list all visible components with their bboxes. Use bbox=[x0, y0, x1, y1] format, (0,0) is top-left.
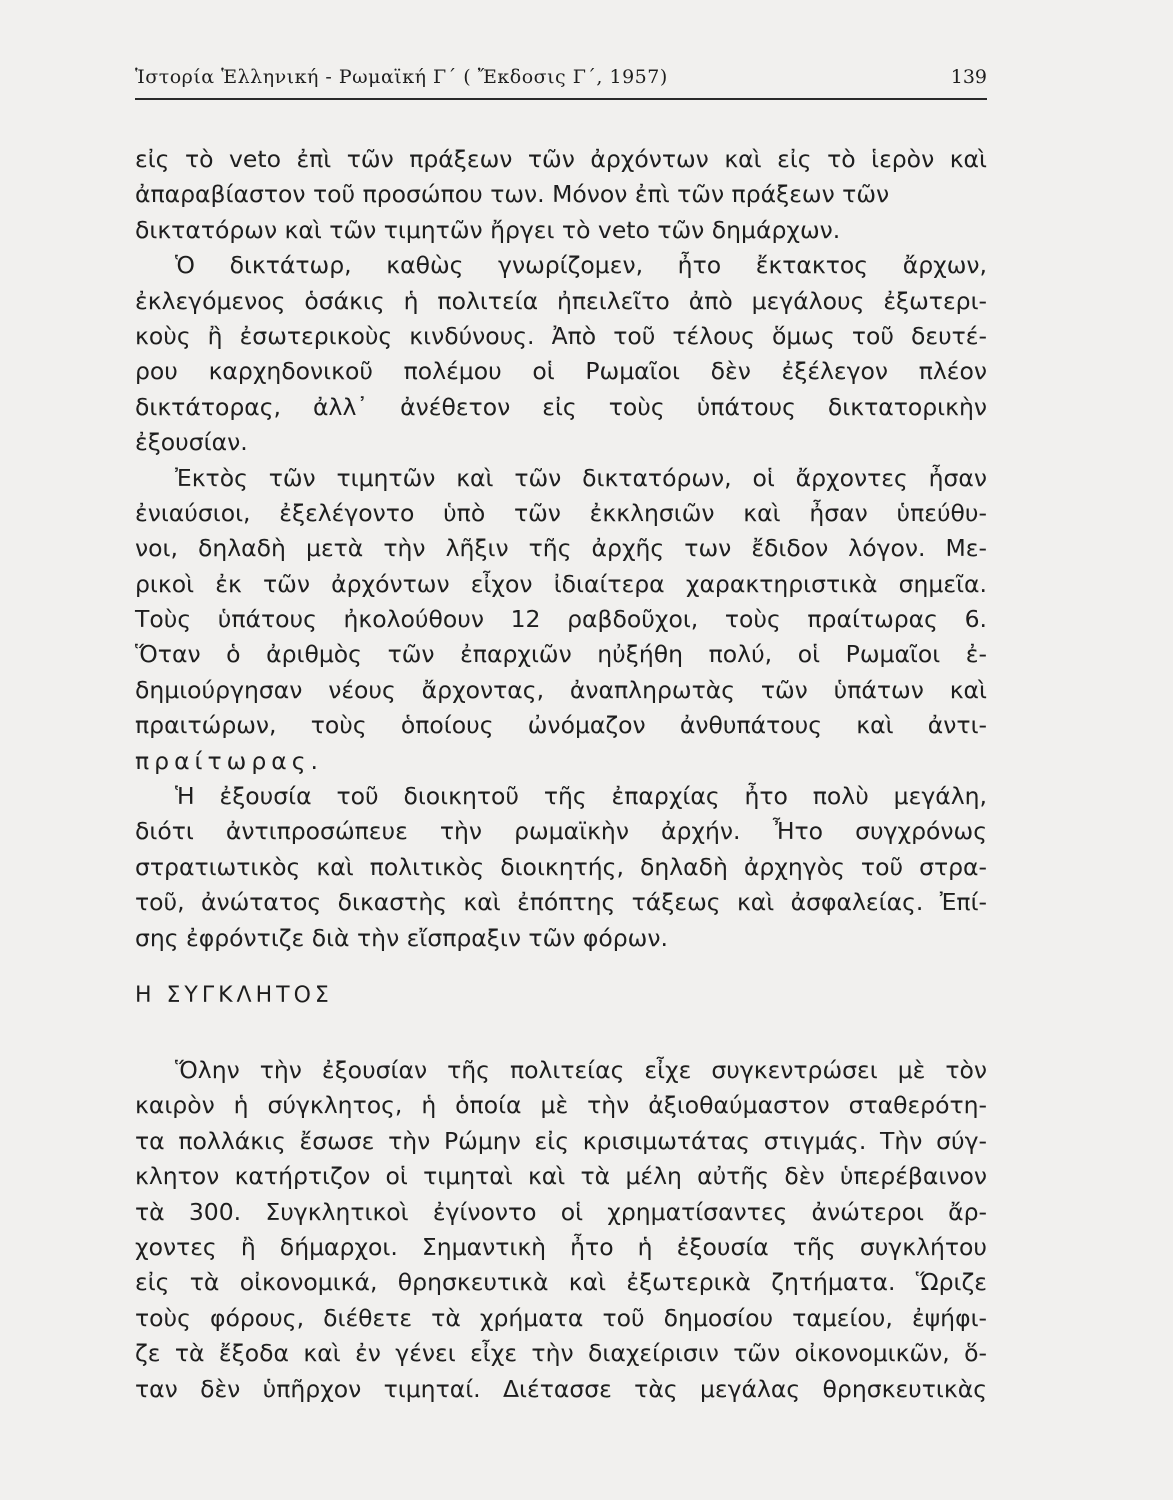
text-line: διότι ἀντιπροσώπευε τὴν ρωμαϊκὴν ἀρχήν. Ἦτο συγχρόνως bbox=[135, 817, 987, 846]
text-line: Ἐκτὸς τῶν τιμητῶν καὶ τῶν δικτατόρων, οἱ ἄρχοντες ἦσαν bbox=[175, 463, 987, 492]
text-line: τοὺς φόρους, διέθετε τὰ χρήματα τοῦ δημοσίου ταμείου, ἐψήφι- bbox=[135, 1303, 987, 1332]
text-line: Ὅλην τὴν ἐξουσίαν τῆς πολιτείας εἶχε συγκεντρώσει μὲ τὸν bbox=[175, 1055, 987, 1084]
section-heading: Η ΣΥΓΚΛΗΤΟΣ bbox=[135, 982, 333, 1008]
text-line: πραιτώρων, τοὺς ὁποίους ὠνόμαζον ἀνθυπάτους καὶ ἀντι- bbox=[135, 711, 987, 740]
text-line: Ὅταν ὁ ἀριθμὸς τῶν ἐπαρχιῶν ηὐξήθη πολύ, οἱ Ρωμαῖοι ἐ- bbox=[135, 640, 987, 669]
text-line: Τοὺς ὑπάτους ἠκολούθουν 12 ραβδοῦχοι, τοὺς πραίτωρας 6. bbox=[135, 605, 987, 634]
text-line: δικτατόρων καὶ τῶν τιμητῶν ἤργει τὸ veto τῶν δημάρχων. bbox=[135, 215, 841, 244]
text-line: σης ἐφρόντιζε διὰ τὴν εἴσπραξιν τῶν φόρων. bbox=[135, 923, 668, 952]
page-number: 139 bbox=[950, 66, 987, 88]
text-line: ἐξουσίαν. bbox=[135, 428, 248, 457]
text-line: στρατιωτικὸς καὶ πολιτικὸς διοικητής, δηλαδὴ ἀρχηγὸς τοῦ στρα- bbox=[135, 852, 987, 881]
text-line: καιρὸν ἡ σύγκλητος, ἡ ὁποία μὲ τὴν ἀξιοθαύμαστον σταθερότη- bbox=[135, 1091, 987, 1120]
text-line: τα πολλάκις ἔσωσε τὴν Ρώμην εἰς κρισιμωτάτας στιγμάς. Τὴν σύγ- bbox=[135, 1126, 987, 1155]
text-line: ταν δὲν ὑπῆρχον τιμηταί. Διέτασσε τὰς μεγάλας θρησκευτικὰς bbox=[135, 1374, 987, 1403]
text-line: ρου καρχηδονικοῦ πολέμου οἱ Ρωμαῖοι δὲν ἐξέλεγον πλέον bbox=[135, 357, 987, 386]
text-line: εἰς τὰ οἰκονομικά, θρησκευτικὰ καὶ ἐξωτερικὰ ζητήματα. Ὥριζε bbox=[135, 1268, 987, 1297]
text-line: δημιούργησαν νέους ἄρχοντας, ἀναπληρωτὰς τῶν ὑπάτων καὶ bbox=[135, 675, 987, 704]
text-line: τοῦ, ἀνώτατος δικαστὴς καὶ ἐπόπτης τάξεως καὶ ἀσφαλείας. Ἐπί- bbox=[135, 888, 987, 917]
text-line: πραίτωρας. bbox=[135, 746, 324, 775]
text-line: ἐκλεγόμενος ὁσάκις ἡ πολιτεία ἠπειλεῖτο ἀπὸ μεγάλους ἐξωτερι- bbox=[135, 286, 987, 315]
body-text bbox=[135, 142, 987, 1407]
header-title: Ἱστορία Ἑλληνική - Ρωμαϊκή Γ΄ ( Ἔκδοσις Γ΄, 1957) bbox=[135, 66, 668, 88]
text-line: ἐνιαύσιοι, ἐξελέγοντο ὑπὸ τῶν ἐκκλησιῶν καὶ ἦσαν ὑπεύθυ- bbox=[135, 498, 987, 527]
text-line: ἀπαραβίαστον τοῦ προσώπου των. Μόνον ἐπὶ τῶν πράξεων τῶν bbox=[135, 180, 890, 209]
running-header bbox=[135, 62, 987, 100]
text-line: Ὁ δικτάτωρ, καθὼς γνωρίζομεν, ἦτο ἔκτακτος ἄρχων, bbox=[175, 251, 987, 280]
text-line: Ἡ ἐξουσία τοῦ διοικητοῦ τῆς ἐπαρχίας ἦτο πολὺ μεγάλη, bbox=[175, 782, 987, 811]
text-line: κλητον κατήρτιζον οἱ τιμηταὶ καὶ τὰ μέλη αὐτῆς δὲν ὑπερέβαινον bbox=[135, 1162, 987, 1191]
text-line: δικτάτορας, ἀλλ᾽ ἀνέθετον εἰς τοὺς ὑπάτους δικτατορικὴν bbox=[135, 392, 987, 421]
text-line: κοὺς ἢ ἐσωτερικοὺς κινδύνους. Ἀπὸ τοῦ τέλους ὅμως τοῦ δευτέ- bbox=[135, 321, 987, 350]
text-line: εἰς τὸ veto ἐπὶ τῶν πράξεων τῶν ἀρχόντων καὶ εἰς τὸ ἱερὸν καὶ bbox=[135, 145, 987, 173]
text-line: τὰ 300. Συγκλητικοὶ ἐγίνοντο οἱ χρηματίσαντες ἀνώτεροι ἄρ- bbox=[135, 1197, 987, 1226]
text-line: νοι, δηλαδὴ μετὰ τὴν λῆξιν τῆς ἀρχῆς των ἔδιδον λόγον. Με- bbox=[135, 534, 987, 563]
text-line: χοντες ἢ δήμαρχοι. Σημαντικὴ ἦτο ἡ ἐξουσία τῆς συγκλήτου bbox=[135, 1232, 987, 1261]
text-line: ζε τὰ ἔξοδα καὶ ἐν γένει εἶχε τὴν διαχείρισιν τῶν οἰκονομικῶν, ὅ- bbox=[135, 1339, 987, 1368]
text-line: ρικοὶ ἐκ τῶν ἀρχόντων εἶχον ἰδιαίτερα χαρακτηριστικὰ σημεῖα. bbox=[135, 569, 987, 598]
